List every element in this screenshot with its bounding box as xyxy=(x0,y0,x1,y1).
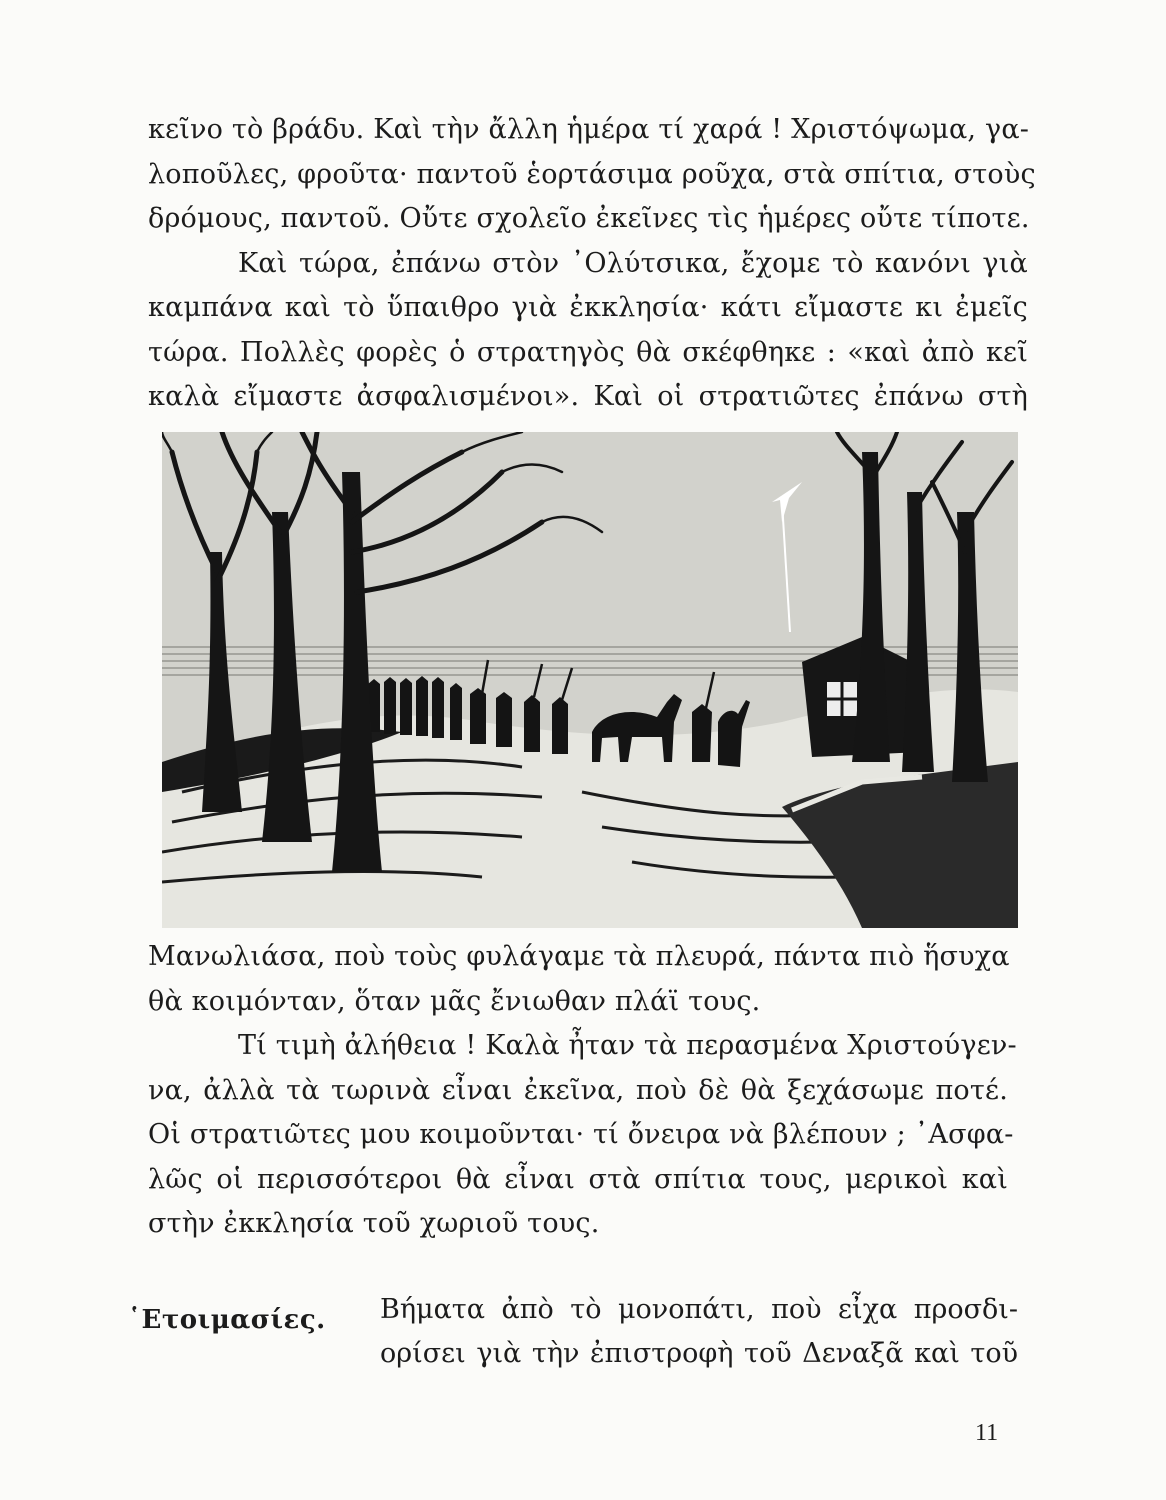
text-line: ορίσει γιὰ τὴν ἐπιστροφὴ τοῦ Δεναξᾶ καὶ τοῦ xyxy=(380,1338,1018,1369)
text-line: Οἱ στρατιῶτες μου κοιμοῦνται· τί ὄνειρα νὰ βλέπουν ; ᾿Ασφα- xyxy=(148,1119,1014,1150)
woodcut-svg xyxy=(162,432,1018,928)
text-line: Βήματα ἀπὸ τὸ μονοπάτι, ποὺ εἶχα προσδι- xyxy=(380,1294,1018,1325)
text-line: κεῖνο τὸ βράδυ. Καὶ τὴν ἄλλη ἡμέρα τί χαρά ! Χριστόψωμα, γα- xyxy=(148,114,1030,145)
woodcut-illustration xyxy=(162,432,1018,928)
text-line: λῶς οἱ περισσότεροι θὰ εἶναι στὰ σπίτια τους, μερικοὶ καὶ xyxy=(148,1163,1008,1195)
text-line: Τί τιμὴ ἀλήθεια ! Καλὰ ἦταν τὰ περασμένα Χριστούγεν- xyxy=(238,1030,1017,1061)
text-line: θὰ κοιμόνταν, ὅταν μᾶς ἔνιωθαν πλάϊ τους. xyxy=(148,985,761,1017)
top-paragraph xyxy=(148,108,1036,420)
text-line: λοποῦλες, φροῦτα· παντοῦ ἑορτάσιμα ροῦχα, στὰ σπίτια, στοὺς xyxy=(148,158,1036,190)
text-line: καμπάνα καὶ τὸ ὕπαιθρο γιὰ ἐκκλησία· κάτι εἴμαστε κι ἐμεῖς xyxy=(148,292,1028,323)
text-line: τώρα. Πολλὲς φορὲς ὁ στρατηγὸς θὰ σκέφθηκε : «καὶ ἀπὸ κεῖ xyxy=(148,336,1028,368)
section-paragraph xyxy=(380,1288,1018,1376)
page-number: 11 xyxy=(975,1420,999,1446)
section-heading: ῾Ετοιμασίες. xyxy=(128,1305,326,1335)
text-line: Καὶ τώρα, ἐπάνω στὸν ᾿Ολύτσικα, ἔχομε τὸ κανόνι γιὰ xyxy=(238,247,1028,279)
middle-paragraph xyxy=(148,935,1017,1247)
text-line: στὴν ἐκκλησία τοῦ χωριοῦ τους. xyxy=(148,1208,600,1239)
text-line: Μανωλιάσα, ποὺ τοὺς φυλάγαμε τὰ πλευρά, πάντα πιὸ ἥσυχα xyxy=(148,941,1010,972)
text-line: δρόμους, παντοῦ. Οὔτε σχολεῖο ἐκεῖνες τὶς ἡμέρες οὔτε τίποτε. xyxy=(148,203,1030,234)
text-line: καλὰ εἴμαστε ἀσφαλισμένοι». Καὶ οἱ στρατιῶτες ἐπάνω στὴ xyxy=(148,381,1028,412)
text-line: να, ἀλλὰ τὰ τωρινὰ εἶναι ἐκεῖνα, ποὺ δὲ θὰ ξεχάσωμε ποτέ. xyxy=(148,1074,1008,1106)
